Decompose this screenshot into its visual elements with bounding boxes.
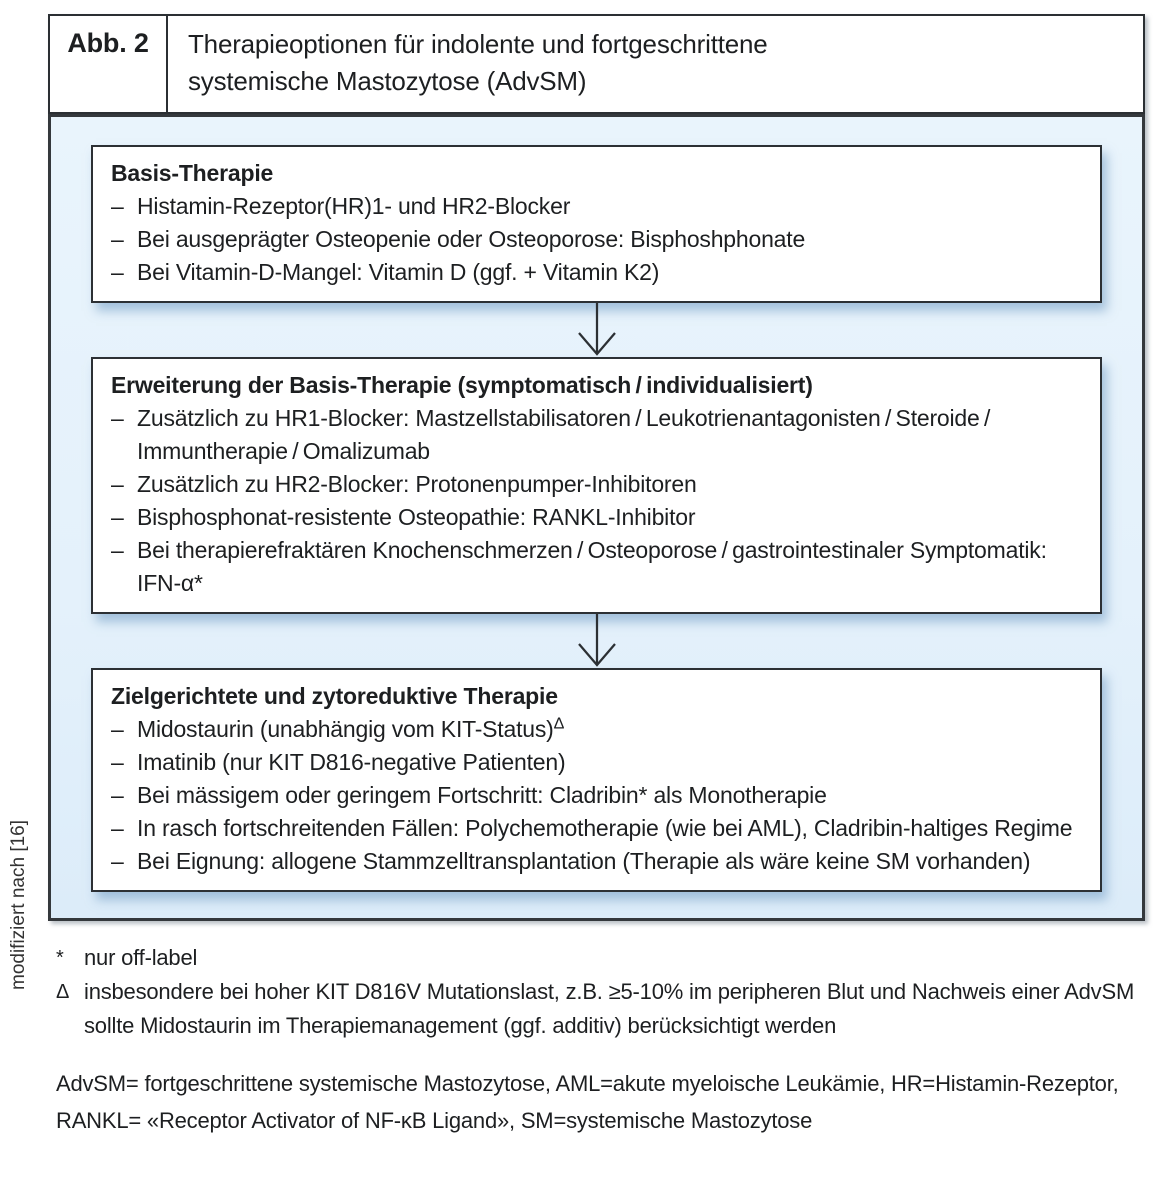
bullet-dash: – <box>111 405 124 431</box>
bullet-dash: – <box>111 782 124 808</box>
footnote-marker: * <box>56 947 64 969</box>
figure-header <box>48 14 1145 114</box>
therapy-item-text: Bisphosphonat-resistente Osteopathie: RANKL-Inhibitor <box>137 504 696 530</box>
bullet-dash: – <box>111 848 124 874</box>
therapy-box-title: Erweiterung der Basis-Therapie (symptomatisch / individualisiert) <box>111 372 813 398</box>
bullet-dash: – <box>111 259 124 285</box>
bullet-dash: – <box>111 471 124 497</box>
therapy-item-text: Bei therapierefraktären Knochenschmerzen / Osteoporose / gastrointestinaler Symptomatik: IFN-α* <box>137 537 1047 596</box>
footnotes <box>48 941 1145 1043</box>
therapy-box <box>91 145 1102 303</box>
therapy-item <box>111 845 1082 878</box>
therapy-item <box>111 468 1082 501</box>
footnote-marker: Δ <box>56 981 70 1003</box>
therapy-item-text: Zusätzlich zu HR1-Blocker: Mastzellstabilisatoren / Leukotrienantagonisten / Steroide / Immuntherapie / Omalizumab <box>137 405 995 464</box>
therapy-item-text: Bei ausgeprägter Osteopenie oder Osteoporose: Bisphoshphonate <box>137 226 806 252</box>
therapy-item-text: In rasch fortschreitenden Fällen: Polychemotherapie (wie bei AML), Cladribin-haltiges Regime <box>137 815 1073 841</box>
down-arrow-icon <box>573 303 621 357</box>
therapy-box <box>91 668 1102 892</box>
therapy-item <box>111 779 1082 812</box>
bullet-dash: – <box>111 716 124 742</box>
therapy-item-text: Bei Vitamin-D-Mangel: Vitamin D (ggf. + Vitamin K2) <box>137 259 660 285</box>
therapy-item <box>111 534 1082 600</box>
figure-label: Abb. 2 <box>50 16 168 112</box>
flow-arrow-row <box>91 303 1102 357</box>
therapy-item <box>111 812 1082 845</box>
therapy-item-text: Histamin-Rezeptor(HR)1- und HR2-Blocker <box>137 193 571 219</box>
therapy-item <box>111 713 1082 746</box>
therapy-box-title: Zielgerichtete und zytoreduktive Therapie <box>111 683 558 709</box>
therapy-item <box>111 190 1082 223</box>
footnote <box>56 975 1145 1043</box>
flow-panel <box>48 114 1145 921</box>
bullet-dash: – <box>111 193 124 219</box>
therapy-item <box>111 501 1082 534</box>
figure-abb2 <box>48 14 1145 921</box>
footnote-text: nur off-label <box>84 945 198 970</box>
therapy-item <box>111 223 1082 256</box>
therapy-box-title: Basis-Therapie <box>111 160 274 186</box>
bullet-dash: – <box>111 504 124 530</box>
footnote-text: insbesondere bei hoher KIT D816V Mutationslast, z.B. ≥5-10% im peripheren Blut und Nachweis einer AdvSM sollte Midostaurin im Therapiemanagement (ggf. additiv) berücksichtigt werden <box>84 979 1135 1038</box>
abbreviations: AdvSM= fortgeschrittene systemische Mastozytose, AML=akute myeloische Leukämie, HR=Histamin-Rezeptor, RANKL= «Receptor Activator of NF-κB Ligand», SM=systemische Mastozytose <box>56 1071 1119 1133</box>
bullet-dash: – <box>111 815 124 841</box>
footnote <box>56 941 1145 975</box>
therapy-item-text: Bei mässigem oder geringem Fortschritt: Cladribin* als Monotherapie <box>137 782 827 808</box>
bullet-dash: – <box>111 749 124 775</box>
therapy-item <box>111 256 1082 289</box>
therapy-item-text: Midostaurin (unabhängig vom KIT-Status)$^\Delta$ <box>137 714 565 742</box>
flow-arrow-row <box>91 614 1102 668</box>
page <box>48 14 1145 1139</box>
source-note: modifiziert nach [16] <box>8 819 29 990</box>
therapy-box <box>91 357 1102 614</box>
down-arrow-icon <box>573 614 621 668</box>
bullet-dash: – <box>111 537 124 563</box>
therapy-item <box>111 746 1082 779</box>
therapy-item <box>111 402 1082 468</box>
therapy-item-text: Zusätzlich zu HR2-Blocker: Protonenpumper-Inhibitoren <box>137 471 697 497</box>
figure-title: Therapieoptionen für indolente und fortgeschrittene systemische Mastozytose (AdvSM) <box>188 29 768 96</box>
therapy-item-text: Bei Eignung: allogene Stammzelltransplantation (Therapie als wäre keine SM vorhanden) <box>137 848 1031 874</box>
therapy-item-text: Imatinib (nur KIT D816-negative Patienten) <box>137 749 566 775</box>
bullet-dash: – <box>111 226 124 252</box>
